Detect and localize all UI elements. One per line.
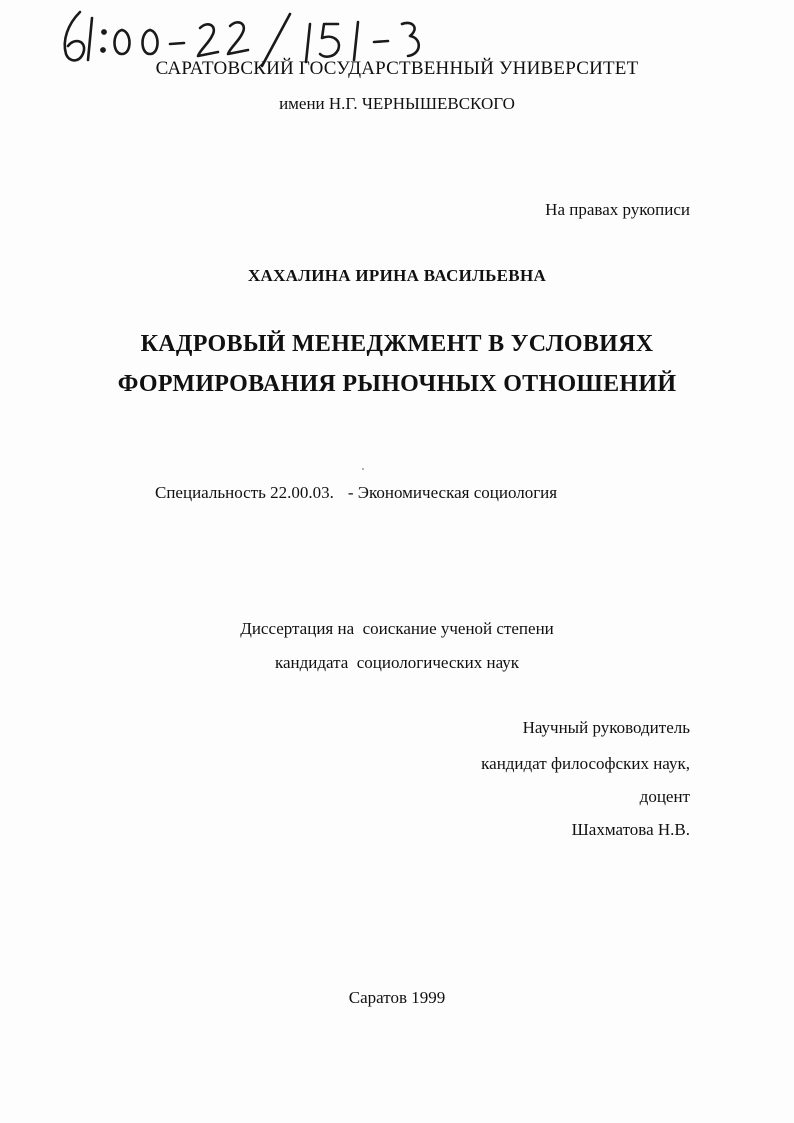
rights-note: На правах рукописи bbox=[545, 200, 690, 219]
advisor-role: Научный руководитель bbox=[522, 718, 690, 737]
dissertation-line-2: кандидата социологических наук bbox=[274, 653, 520, 672]
advisor-degree: кандидат философских наук, bbox=[481, 754, 690, 773]
dissertation-line-1: Диссертация на соискание ученой степени bbox=[240, 619, 554, 638]
university-name: САРАТОВСКИЙ ГОСУДАРСТВЕННЫЙ УНИВЕРСИТЕТ bbox=[155, 58, 639, 79]
handwritten-code-text bbox=[58, 6, 64, 7]
specialty bbox=[155, 483, 557, 503]
specialty-label: Специальность 22.00.03. bbox=[155, 483, 334, 502]
specialty-name: - Экономическая социология bbox=[347, 483, 558, 502]
thesis-title-line-2: ФОРМИРОВАНИЯ РЫНОЧНЫХ ОТНОШЕНИЙ bbox=[117, 371, 677, 397]
thesis-title-line-1: КАДРОВЫЙ МЕНЕДЖМЕНТ В УСЛОВИЯХ bbox=[140, 331, 654, 357]
author-name: ХАХАЛИНА ИРИНА ВАСИЛЬЕВНА bbox=[247, 266, 547, 285]
university-named-after: имени Н.Г. ЧЕРНЫШЕВСКОГО bbox=[279, 94, 515, 113]
city-year: Саратов 1999 bbox=[348, 988, 446, 1007]
advisor-rank: доцент bbox=[639, 787, 690, 806]
scan-speck bbox=[362, 468, 364, 470]
advisor-name: Шахматова Н.В. bbox=[571, 820, 690, 839]
